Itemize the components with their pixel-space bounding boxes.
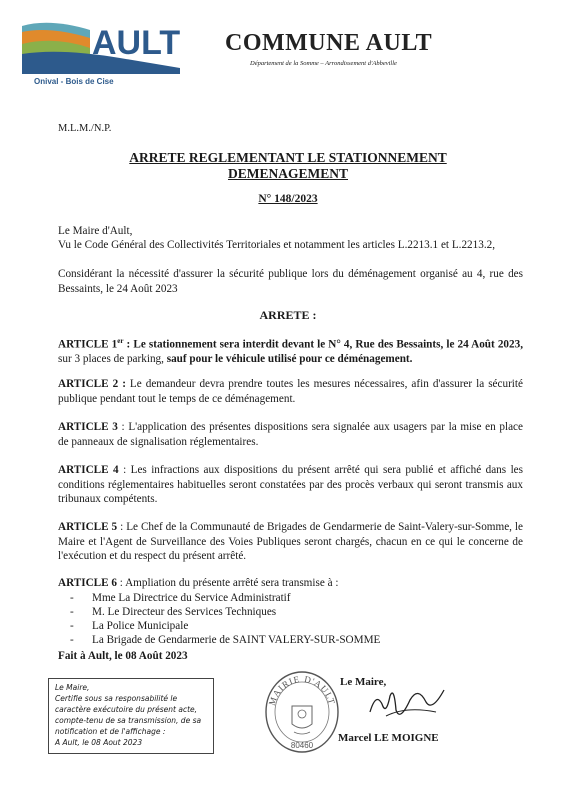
article-1-bold2: sauf pour le véhicule utilisé pour ce déménagement. [163,353,413,366]
intro-maire: Le Maire d'Ault, [58,225,133,237]
article-6-label: ARTICLE 6 [58,577,117,589]
arrete-title-line1: ARRETE REGLEMENTANT LE STATIONNEMENT [129,150,447,165]
seal-top-text: MAIRIE D'AULT [266,673,338,707]
intro-vu: Vu le Code Général des Collectivités Territoriales et notamment les articles L.2213.1 et L.2213.2, [58,239,496,251]
article-1 [58,334,523,367]
commune-title: COMMUNE AULT [225,30,433,56]
article-1-text: sur 3 places de parking, [58,353,164,366]
article-6-text: : Ampliation du présente arrêté sera transmise à : [116,577,339,589]
logo-text: AULT [92,24,181,62]
distribution-item: - La Police Municipale [70,619,380,633]
distribution-item: - La Brigade de Gendarmerie de SAINT VALERY-SUR-SOMME [70,633,380,647]
article-2 [58,377,523,406]
intro-considerant: Considérant la nécessité d'assurer la sécurité publique lors du déménagement organisé au 4, rue des Bessaints, le 24 Août 2023 [58,268,523,295]
certification-text: Certifie sous sa responsabilité le caractère exécutoire du présent acte, compte-tenu de sa transmission, de sa notification et de l'affichage : [55,694,202,736]
certification-date: A Ault, le 08 Aout 2023 [55,738,143,747]
arrete-label: ARRETE : [259,308,317,322]
article-4-text: : Les infractions aux dispositions du présent arrêté qui sera publié et affiché dans les conditions réglementaires habituelles seront constatées par des procès verbaux qui seront transmis aux tribunaux compétents. [58,464,523,505]
fait-a-ault: Fait à Ault, le 08 Août 2023 [58,650,188,662]
article-6 [58,576,523,591]
article-3-label: ARTICLE 3 [58,421,118,433]
article-4 [58,463,523,507]
commune-subtitle: Département de la Somme – Arrondissement d'Abbeville [250,60,397,67]
article-5-text: : Le Chef de la Communauté de Brigades de Gendarmerie de Saint-Valery-sur-Somme, le Maire et l'Agent de Surveillance des Voies Publiques seront chargés, chacun en ce qui le concerne de l'exécution et du respect du présent arrêté. [58,521,524,562]
certification-box [48,678,214,754]
reference-initials: M.L.M./N.P. [58,123,112,134]
article-2-label: ARTICLE 2 : [58,378,126,390]
arrete-number: N° 148/2023 [258,193,318,205]
article-5-label: ARTICLE 5 [58,521,118,533]
article-1-label: ARTICLE 1 [58,338,118,351]
article-4-label: ARTICLE 4 [58,464,119,476]
commune-logo [20,18,185,90]
article-1-colon: : [123,338,131,351]
certification-title: Le Maire, [55,683,90,692]
arrete-title-line2: DEMENAGEMENT [227,166,348,181]
article-3 [58,420,523,449]
article-1-bold1: Le stationnement sera interdit devant le N° 4, Rue des Bessaints, le 24 Août 2023, [130,338,523,351]
article-3-text: : L'application des présentes dispositions sera signalée aux usagers par la mise en place de panneaux de signalisation réglementaires. [58,421,523,448]
logo-subtext: Onival - Bois de Cise [34,77,114,86]
article-1-sup: er [117,337,124,345]
handwritten-signature [366,682,448,724]
distribution-item: - M. Le Directeur des Services Techniques [70,605,380,619]
signature-title: Le Maire, [340,676,387,688]
article-5 [58,520,523,564]
distribution-item: - Mme La Directrice du Service Administratif [70,591,380,605]
mairie-seal-stamp [262,668,342,754]
distribution-list [70,591,380,647]
seal-code: 80460 [290,741,314,750]
arrete-title [58,150,518,182]
mayor-name: Marcel LE MOIGNE [338,732,439,744]
article-2-text: Le demandeur devra prendre toutes les mesures nécessaires, afin d'assurer la sécurité publique pendant tout le temps de ce déménagement. [58,378,523,405]
